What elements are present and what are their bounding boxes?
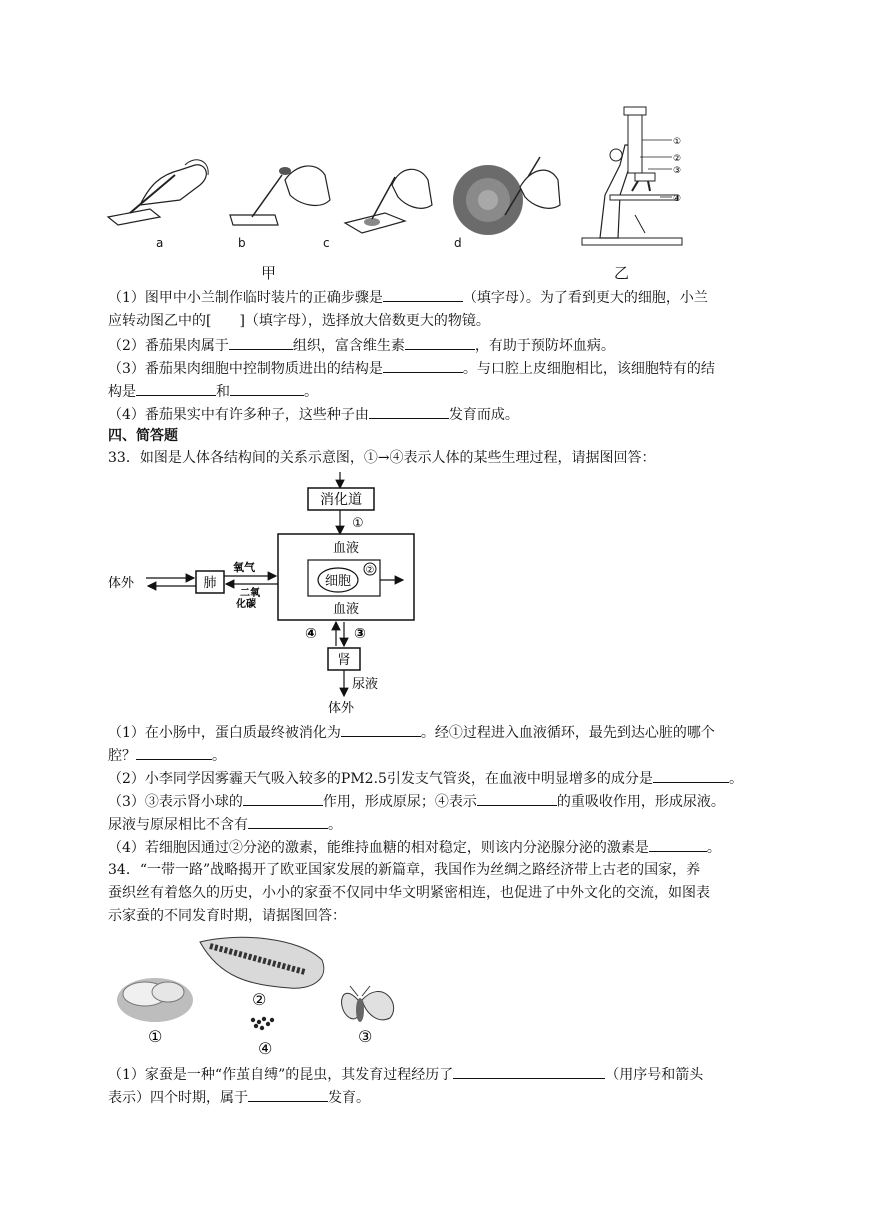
answer-blank[interactable] xyxy=(383,287,463,302)
q32-line-6: （4）番茄果实中有许多种子，这些种子由 发育而成。 xyxy=(108,404,519,425)
mark-2: ② xyxy=(365,565,375,576)
label-outside-bottom: 体外 xyxy=(328,701,355,716)
answer-blank[interactable] xyxy=(477,791,557,806)
label-outside-left: 体外 xyxy=(108,576,135,591)
cocoon-image xyxy=(117,978,193,1022)
answer-blank[interactable] xyxy=(383,358,463,373)
label-blood-bottom: 血液 xyxy=(332,602,360,617)
stage-mark-3: ③ xyxy=(358,1027,373,1046)
step-d-image xyxy=(453,157,560,235)
microscope-image xyxy=(582,107,682,245)
label-kidney: 肾 xyxy=(337,653,351,668)
label-cell: 细胞 xyxy=(324,574,352,589)
label-co2-2: 化碳 xyxy=(236,599,256,610)
label-digestive: 消化道 xyxy=(320,492,362,508)
step-b-image xyxy=(230,166,330,225)
q34-answer-line-1: （1）家蚕是一种“作茧自缚”的昆虫，其发育过程经历了 （用序号和箭头 xyxy=(108,1064,703,1085)
answer-blank[interactable] xyxy=(136,381,216,396)
mark-4: ④ xyxy=(305,626,317,642)
answer-blank[interactable] xyxy=(369,404,449,419)
microscope-mark-2: ② xyxy=(673,154,682,164)
sub-label-c: c xyxy=(323,236,330,250)
moth-image xyxy=(342,986,394,1022)
q33-line-5: 尿液与原尿相比不含有 。 xyxy=(108,814,342,835)
step-a-image xyxy=(108,160,208,225)
q34-answer-line-2: 表示）四个时期，属于 发育。 xyxy=(108,1087,370,1108)
label-co2-1: 二氧 xyxy=(240,588,260,599)
q34-line-3: 示家蚕的不同发育时期，请据图回答： xyxy=(108,908,346,924)
q34-line-2: 蚕织丝有着悠久的历史，小小的家蚕不仅同中华文明紧密相连，也促进了中外文化的交流，如图表 xyxy=(108,885,710,901)
section-title: 四、简答题 xyxy=(108,428,178,444)
answer-blank[interactable] xyxy=(229,335,293,350)
answer-blank[interactable] xyxy=(248,814,328,829)
q33-intro: 33．如图是人体各结构间的关系示意图，①→④表示人体的某些生理过程，请据图回答： xyxy=(108,450,656,466)
mark-1: ① xyxy=(352,516,364,531)
larva-on-leaf-image xyxy=(200,937,324,988)
stage-mark-4: ④ xyxy=(258,1039,273,1058)
microscope-mark-4: ④ xyxy=(673,194,682,204)
q33-line-6: （4）若细胞因通过②分泌的激素，能维持血糖的相对稳定，则该内分泌腺分泌的激素是 。 xyxy=(108,837,721,858)
figure-jia-yi xyxy=(100,105,700,280)
q33-line-4: （3）③表示肾小球的 作用，形成原尿；④表示 的重吸收作用，形成尿液。 xyxy=(108,791,725,812)
answer-blank[interactable] xyxy=(248,1087,328,1102)
label-urine: 尿液 xyxy=(352,677,379,692)
answer-blank[interactable] xyxy=(405,335,475,350)
stage-mark-2: ② xyxy=(252,990,267,1009)
answer-blank[interactable] xyxy=(136,745,212,760)
q33-line-1: （1）在小肠中，蛋白质最终被消化为 。经①过程进入血液循环，最先到达心脏的哪个 xyxy=(108,722,715,743)
answer-blank[interactable] xyxy=(243,791,323,806)
q32-line-3: （2）番茄果肉属于 组织，富含维生素 ，有助于预防坏血病。 xyxy=(108,335,615,356)
answer-blank[interactable] xyxy=(653,768,729,783)
q32-line-5: 构是 和 。 xyxy=(108,381,318,402)
caption-yi: 乙 xyxy=(614,264,630,282)
label-oxygen: 氧气 xyxy=(233,561,255,574)
q34-line-1: 34．“一带一路”战略揭开了欧亚国家发展的新篇章，我国作为丝绸之路经济带上古老的国家，养 xyxy=(108,862,701,878)
q32-line-1: （1）图甲中小兰制作临时装片的正确步骤是 （填字母）。为了看到更大的细胞，小兰 xyxy=(108,287,708,308)
mark-3: ③ xyxy=(354,626,366,642)
answer-blank[interactable] xyxy=(649,837,707,852)
sub-label-d: d xyxy=(454,236,462,250)
answer-blank[interactable] xyxy=(453,1064,605,1079)
caption-jia: 甲 xyxy=(261,264,277,282)
label-lung: 肺 xyxy=(203,576,217,591)
body-structure-diagram xyxy=(100,470,430,720)
silkworm-stages-figure xyxy=(100,930,420,1060)
eggs-image xyxy=(251,1017,274,1030)
step-c-image xyxy=(345,169,432,233)
stage-mark-1: ① xyxy=(148,1027,163,1046)
q32-line-2: 应转动图乙中的[ ]（填字母），选择放大倍数更大的物镜。 xyxy=(108,313,490,329)
q33-line-2: 腔？ 。 xyxy=(108,745,226,766)
microscope-mark-1: ① xyxy=(673,137,682,147)
sub-label-b: b xyxy=(238,236,246,250)
label-blood-top: 血液 xyxy=(332,541,360,556)
q33-line-3: （2）小李同学因雾霾天气吸入较多的PM2.5引发支气管炎，在血液中明显增多的成分是 。 xyxy=(108,768,743,789)
answer-blank[interactable] xyxy=(230,381,304,396)
sub-label-a: a xyxy=(156,236,164,250)
answer-blank[interactable] xyxy=(341,722,421,737)
q32-line-4: （3）番茄果肉细胞中控制物质进出的结构是 。与口腔上皮细胞相比，该细胞特有的结 xyxy=(108,358,715,379)
microscope-mark-3: ③ xyxy=(673,166,682,176)
